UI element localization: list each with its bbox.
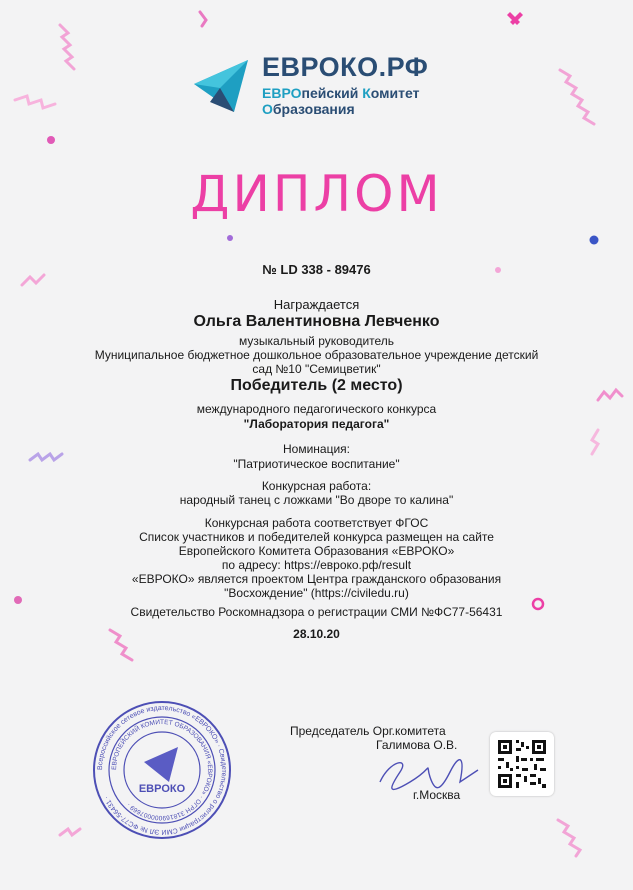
info-line-1: Конкурсная работа соответствует ФГОС bbox=[204, 516, 429, 530]
page-title: ДИПЛОМ bbox=[190, 165, 443, 223]
work-label: Конкурсная работа: bbox=[261, 479, 372, 493]
official-stamp bbox=[92, 700, 232, 840]
info-line-7: Свидетельство Роскомнадзора о регистрации СМИ №ФС77-56431 bbox=[130, 605, 503, 619]
logo-name: ЕВРОКО.РФ bbox=[262, 52, 429, 82]
logo-arrow-icon bbox=[190, 58, 252, 116]
stamp-logo-icon bbox=[144, 747, 178, 782]
recipient-position: музыкальный руководитель bbox=[238, 334, 395, 348]
info-line-4: по адресу: https://евроко.рф/result bbox=[221, 558, 412, 572]
qr-code-icon bbox=[490, 732, 554, 796]
evroko-logo bbox=[190, 52, 460, 122]
stamp-center-text: ЕВРОКО bbox=[138, 783, 186, 795]
logo-subtitle: ЕВРОпейский Комитет Образования bbox=[262, 85, 420, 117]
nomination-value: "Патриотическое воспитание" bbox=[233, 457, 400, 471]
contest-name: "Лаборатория педагога" bbox=[243, 417, 390, 431]
result: Победитель (2 место) bbox=[230, 377, 403, 394]
recipient-org-line1: Муниципальное бюджетное дошкольное образовательное учреждение детский bbox=[94, 348, 539, 362]
chairman-title: Председатель Орг.комитета bbox=[290, 724, 446, 738]
contest-type: международного педагогического конкурса bbox=[196, 402, 437, 416]
awarded-label: Награждается bbox=[273, 297, 360, 312]
info-line-2: Список участников и победителей конкурса размещен на сайте bbox=[139, 530, 494, 544]
recipient-org-line2: сад №10 "Семицветик" bbox=[252, 362, 381, 376]
stamp-outer-text: Всероссийское сетевое издательство «ЕВРОКО» · Свидетельство о регистрации СМИ ЭЛ № ФС77-56431 · bbox=[96, 704, 228, 836]
stamp-inner-text: ЕВРОПЕЙСКИЙ КОМИТЕТ ОБРАЗОВАНИЯ «ЕВРОКО» · ОГРН 318169000007669 · bbox=[110, 718, 214, 822]
info-line-5: «ЕВРОКО» является проектом Центра гражданского образования bbox=[131, 572, 502, 586]
work-value: народный танец с ложками "Во дворе то калина" bbox=[179, 493, 454, 507]
qr-code[interactable] bbox=[490, 732, 554, 796]
recipient-name: Ольга Валентиновна Левченко bbox=[193, 313, 440, 330]
info-line-6: "Восхождение" (https://civiledu.ru) bbox=[224, 586, 409, 600]
issue-date: 28.10.20 bbox=[293, 627, 340, 641]
chairman-block bbox=[290, 724, 457, 752]
info-line-3: Европейского Комитета Образования «ЕВРОКО» bbox=[178, 544, 455, 558]
diploma-number: № LD 338 - 89476 bbox=[262, 262, 371, 277]
city: г.Москва bbox=[413, 788, 461, 802]
chairman-name: Галимова О.В. bbox=[376, 738, 458, 752]
nomination-label: Номинация: bbox=[282, 442, 350, 456]
